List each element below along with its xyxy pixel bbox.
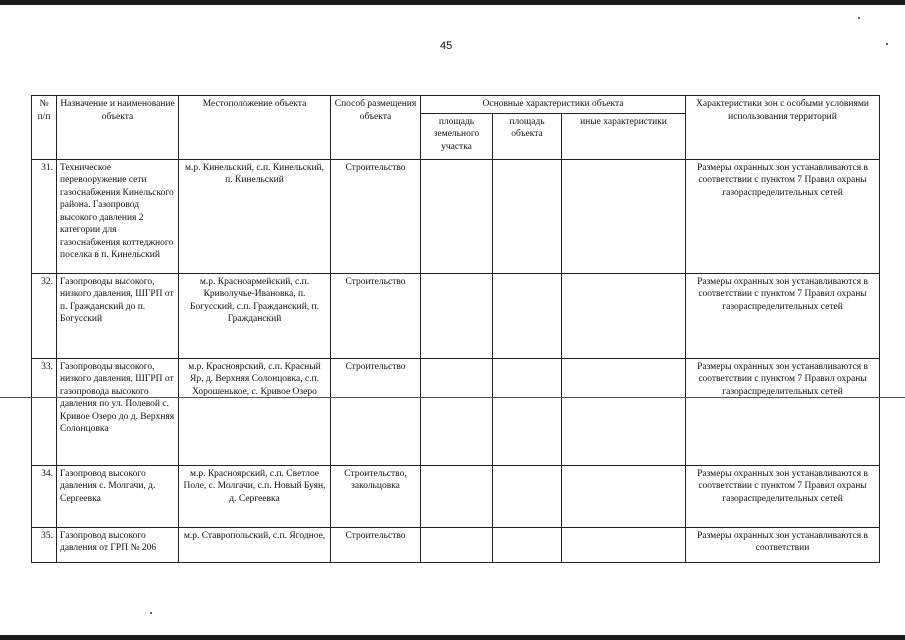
- cell-area-object: [493, 159, 562, 273]
- table-row: [32, 273, 880, 358]
- cell-location: м.р. Кинельский, с.п. Кинельский, п. Кинельский: [179, 159, 331, 273]
- cell-num: 35.: [32, 527, 57, 562]
- cell-location: м.р. Ставропольский, с.п. Ягодное,: [179, 527, 331, 562]
- cell-num: 32.: [32, 273, 57, 358]
- cell-zones: Размеры охранных зон устанавливаются в соответствии: [686, 527, 880, 562]
- table-row: [32, 159, 880, 273]
- cell-name: Газопровод высокого давления с. Молгачи, д. Сергеевка: [57, 465, 179, 527]
- cell-num: 33.: [32, 358, 57, 465]
- header-name: Назначение и наименование объекта: [57, 96, 179, 160]
- cell-zones: Размеры охранных зон устанавливаются в соответствии с пунктом 7 Правил охраны газораспределительных сетей: [686, 273, 880, 358]
- cell-zones: Размеры охранных зон устанавливаются в соответствии с пунктом 7 Правил охраны газораспределительных сетей: [686, 465, 880, 527]
- table-row: [32, 358, 880, 465]
- header-location: Местоположение объекта: [179, 96, 331, 160]
- cell-area-land: [421, 273, 493, 358]
- cell-area-object: [493, 527, 562, 562]
- cell-num: 31.: [32, 159, 57, 273]
- cell-area-land: [421, 465, 493, 527]
- cell-name: Газопроводы высокого, низкого давления, ШГРП от газопровода высокого давления по ул. Полевой с. Кривое Озеро до д. Верхняя Солонцовка: [57, 358, 179, 465]
- header-num: № п/п: [32, 96, 57, 160]
- scan-speck: [858, 17, 860, 19]
- table-row: [32, 465, 880, 527]
- cell-other: [562, 273, 686, 358]
- header-other: иные характеристики: [562, 113, 686, 159]
- cell-method: Строительство: [331, 273, 421, 358]
- cell-zones: Размеры охранных зон устанавливаются в соответствии с пунктом 7 Правил охраны газораспределительных сетей: [686, 358, 880, 465]
- cell-method: Строительство: [331, 527, 421, 562]
- cell-method: Строительство: [331, 358, 421, 465]
- header-row: [32, 96, 880, 114]
- cell-name: Газопровод высокого давления от ГРП № 206: [57, 527, 179, 562]
- scan-speck: [886, 43, 888, 45]
- cell-area-land: [421, 159, 493, 273]
- header-zones: Характеристики зон с особыми условиями использования территорий: [686, 96, 880, 160]
- cell-method: Строительство, закольцовка: [331, 465, 421, 527]
- cell-method: Строительство: [331, 159, 421, 273]
- scan-artifact-line: [0, 397, 905, 398]
- cell-area-land: [421, 358, 493, 465]
- cell-area-land: [421, 527, 493, 562]
- cell-area-object: [493, 273, 562, 358]
- scan-bottom-border: [0, 635, 905, 640]
- table-row: [32, 527, 880, 562]
- cell-name: Газопроводы высокого, низкого давления, ШГРП от п. Гражданский до п. Богусский: [57, 273, 179, 358]
- cell-location: м.р. Красноармейский, с.п. Криволучье-Ивановка, п. Богусский, с.п. Гражданский, п. Гражданский: [179, 273, 331, 358]
- register-table: [31, 95, 880, 563]
- scan-top-border: [0, 0, 905, 5]
- header-area-land: площадь земельного участка: [421, 113, 493, 159]
- cell-location: м.р. Красноярский, с.п. Светлое Поле, с. Молгачи, с.п. Новый Буян, д. Сергеевка: [179, 465, 331, 527]
- cell-area-object: [493, 358, 562, 465]
- cell-zones: Размеры охранных зон устанавливаются в соответствии с пунктом 7 Правил охраны газораспределительных сетей: [686, 159, 880, 273]
- scan-speck: [150, 612, 152, 614]
- cell-area-object: [493, 465, 562, 527]
- header-area-object: площадь объекта: [493, 113, 562, 159]
- cell-other: [562, 465, 686, 527]
- cell-other: [562, 527, 686, 562]
- cell-num: 34.: [32, 465, 57, 527]
- header-main-characteristics: Основные характеристики объекта: [421, 96, 686, 114]
- cell-other: [562, 159, 686, 273]
- cell-location: м.р. Красноярский, с.п. Красный Яр, д. Верхняя Солонцовка, с.п. Хорошенькое, с. Кривое Озеро: [179, 358, 331, 465]
- header-method: Способ размещения объекта: [331, 96, 421, 160]
- cell-other: [562, 358, 686, 465]
- page-number: 45: [440, 40, 453, 52]
- cell-name: Техническое перевооружение сети газоснабжения Кинельского района. Газопровод высокого давления 2 категории для газоснабжения коттеджного поселка в п. Кинельский: [57, 159, 179, 273]
